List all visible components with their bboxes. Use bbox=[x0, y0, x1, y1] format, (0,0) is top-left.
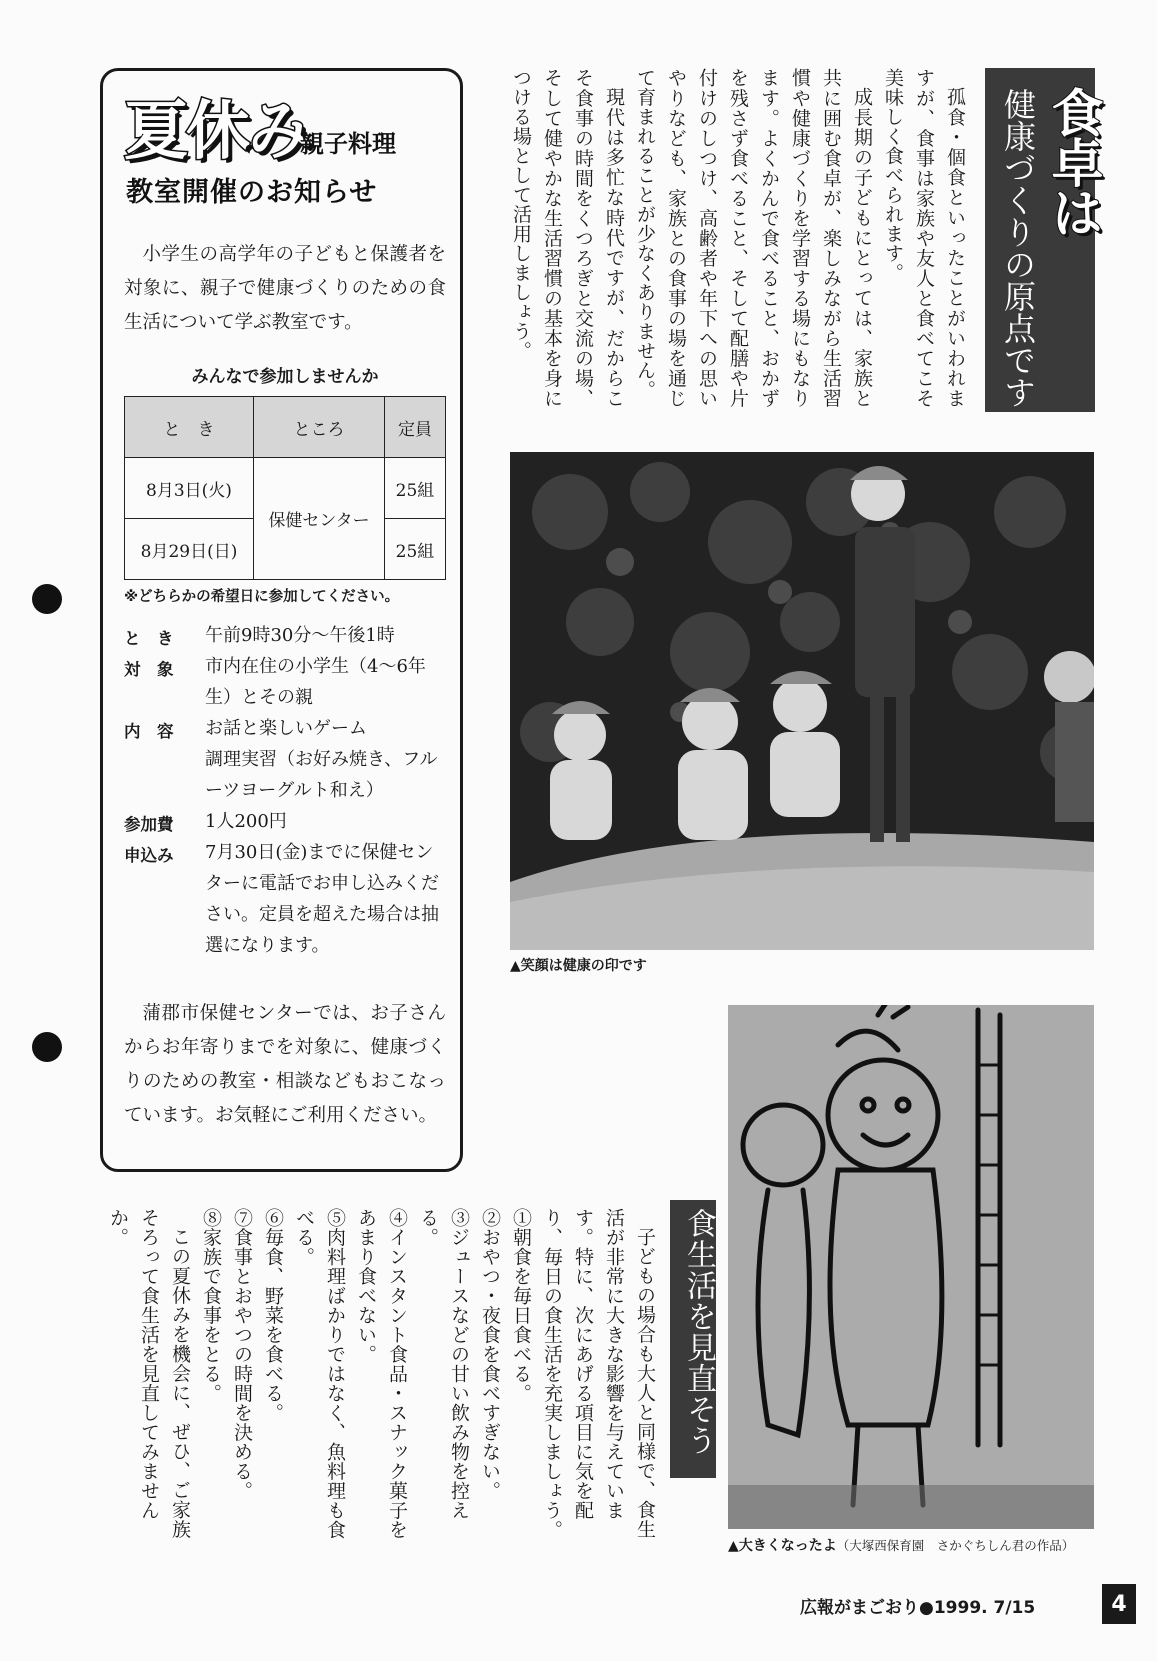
value-time: 午前9時30分～午後1時 bbox=[205, 625, 395, 646]
value-apply: 7月30日(金)までに保健センターに電話でお申し込みください。定員を超えた場合は抽選になります。 bbox=[205, 842, 439, 956]
schedule-table bbox=[124, 396, 446, 580]
article-top-body bbox=[480, 68, 970, 408]
value-content: お話と楽しいゲーム bbox=[205, 718, 367, 739]
list-item: ③ジュースなどの甘い飲み物を控える。 bbox=[417, 1208, 470, 1520]
row-place: 保健センター bbox=[254, 458, 385, 580]
row-date: 8月3日(火) bbox=[125, 458, 254, 519]
list-item: ①朝食を毎日食べる。 bbox=[510, 1208, 532, 1403]
label-target: 対 象 bbox=[124, 660, 174, 679]
row-capacity: 25組 bbox=[385, 519, 446, 580]
table-header-row bbox=[125, 397, 446, 458]
children-photo bbox=[510, 452, 1094, 950]
binder-hole-bottom bbox=[32, 1032, 62, 1062]
label-content: 内 容 bbox=[124, 722, 174, 741]
value-content-cooking: 調理実習（お好み焼き、フルーツヨーグルト和え） bbox=[205, 749, 438, 801]
notice-subtitle: 教室開催のお知らせ bbox=[126, 177, 378, 208]
drawing-caption-main: ▲大きくなったよ bbox=[728, 1538, 837, 1554]
list-item: ⑧家族で食事をとる。 bbox=[200, 1208, 222, 1403]
value-fee: 1人200円 bbox=[205, 811, 287, 832]
article-heading: 食卓は bbox=[1042, 86, 1102, 236]
outro-text: 蒲郡市保健センターでは、お子さんからお年寄りまでを対象に、健康づくりのための教室・相談などもおこなっています。お気軽にご利用ください。 bbox=[124, 1003, 446, 1126]
label-apply: 申込み bbox=[124, 846, 174, 865]
intro-text: 小学生の高学年の子どもと保護者を対象に、親子で健康づくりのための食生活について学ぶ教室です。 bbox=[124, 244, 446, 333]
value-target: 市内在住の小学生（4～6年生）とその親 bbox=[205, 656, 426, 708]
article-bottom-body bbox=[100, 1208, 660, 1548]
list-item: ⑤肉料理ばかりではなく、魚料理も食べる。 bbox=[293, 1208, 346, 1540]
article-paragraph: 成長期の子どもにとっては、家族と共に囲む食卓が、楽しみながら生活習慣や健康づくりを学習する場にもなります。よくかんで食べること、おかずを残さず食べること、そして配膳や片付けのしつけ、高齢者や年下への思いやりなども、家族との食事の場を通じて育まれることが少なくありません。 bbox=[634, 68, 873, 408]
label-fee: 参加費 bbox=[124, 815, 174, 834]
table-row bbox=[125, 458, 446, 519]
list-item: ②おやつ・夜食を食べすぎない。 bbox=[479, 1208, 501, 1501]
binder-hole-top bbox=[32, 584, 62, 614]
article-subheading: 健康づくりの原点です bbox=[999, 88, 1037, 408]
children-photo-image bbox=[510, 452, 1094, 950]
photo-caption: ▲笑顔は健康の印です bbox=[510, 958, 647, 974]
header-capacity: 定員 bbox=[385, 397, 446, 458]
drawing-caption bbox=[728, 1535, 1074, 1555]
label-time: と き bbox=[124, 629, 174, 648]
row-capacity: 25組 bbox=[385, 458, 446, 519]
diet-heading: 食生活を見直そう bbox=[681, 1208, 716, 1456]
drawing-caption-credit: （大塚西保育園 さかぐちしん君の作品） bbox=[836, 1538, 1075, 1553]
header-date: と き bbox=[125, 397, 254, 458]
page-number: 4 bbox=[1102, 1584, 1136, 1624]
drawing-photo bbox=[728, 1005, 1094, 1529]
summer-title: 夏休み bbox=[124, 95, 310, 169]
invite-heading: みんなで参加しませんか bbox=[191, 367, 379, 387]
diet-intro: 子どもの場合も大人と同様で、食生活が非常に大きな影響を与えています。特に、次にあげる項目に気を配り、毎日の食生活を充実しましょう。 bbox=[541, 1208, 656, 1540]
child-drawing-image bbox=[728, 1005, 1094, 1529]
header-place: ところ bbox=[254, 397, 385, 458]
schedule-note: ※どちらかの希望日に参加してください。 bbox=[124, 589, 400, 605]
list-item: ⑦食事とおやつの時間を決める。 bbox=[231, 1208, 253, 1501]
footer-publication: 広報がまごおり●1999. 7/15 bbox=[800, 1598, 1036, 1618]
list-item: ④インスタント食品・スナック菓子をあまり食べない。 bbox=[355, 1208, 408, 1540]
article-paragraph: 孤食・個食といったことがいわれますが、食事は家族や友人と食べてこそ美味しく食べられます。 bbox=[882, 68, 966, 408]
article-paragraph: 現代は多忙な時代ですが、だからこそ食事の時間をくつろぎと交流の場、そして健やかな生活習慣の基本を身につける場として活用しましょう。 bbox=[510, 68, 625, 408]
cooking-title: 親子料理 bbox=[300, 130, 396, 158]
list-item: ⑥毎食、野菜を食べる。 bbox=[262, 1208, 284, 1423]
row-date: 8月29日(日) bbox=[125, 519, 254, 580]
diet-closing: この夏休みを機会に、ぜひ、ご家族そろって食生活を見直してみませんか。 bbox=[107, 1208, 191, 1539]
